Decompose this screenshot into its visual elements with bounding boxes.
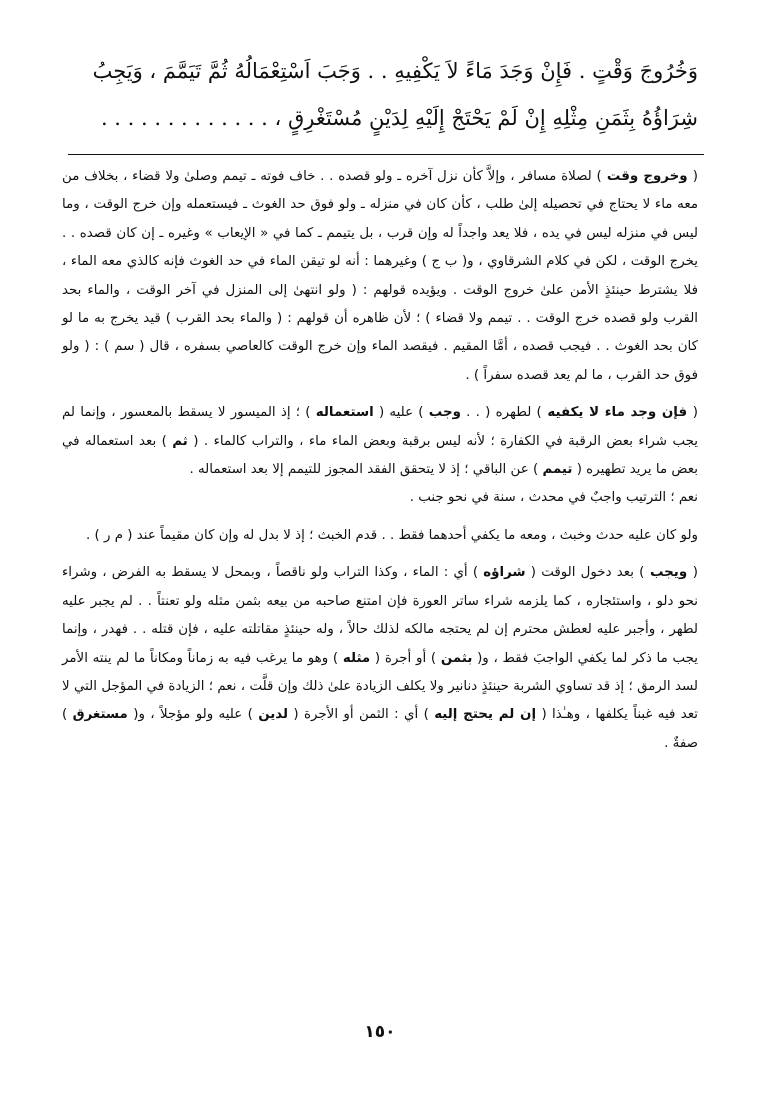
commentary-text: ) أو أجرة ( xyxy=(370,650,441,666)
commentary-text: ) أي : الثمن أو الأجرة ( xyxy=(288,707,435,723)
paren: ( xyxy=(692,565,698,581)
quoted-term: استعماله xyxy=(315,405,374,421)
commentary-text: ) عليه ( xyxy=(373,405,429,421)
commentary-text: ) لصلاة مسافر ، وإلاَّ كأن نزل آخره ـ ولو قصده . . خاف فوته ـ تيمم وصلىٰ ولا قضاء ، بخلاف من معه ماء لا يحتاج في تحصيله إلىٰ طلب ، كأن كان في منزله ـ ولو فوق حد الغوث ـ فيستعمله وإن خرج الوقت ، وما ليس في منزله ليس في يده ، فلا يعد واجداً له وإن قرب ، بل يتيمم ـ كما في « الإيعاب » وغيره ـ إن كان قصده . . يخرج الوقت ، لكن في كلام الشرقاوي ، و( ب ج ) وغيرهما : أنه لو تيقن الماء في حد الغوث فإنه كالذي معه الماء ، فلا يشترط حينئذٍ الأمن علىٰ خروج الوقت . ويؤيده قولهم : ( ولو انتهىٰ إلى المنزل في آخر الوقت ، والماء بحد القرب ولو قصده خرج الوقت . . تيمم ولا قضاء ) ؛ لأن ظاهره أن قولهم : ( والماء بحد القرب ) قيد يخرج به ما لو كان بحد الغوث . . فيجب قصده ، أمَّا المقيم . فيقصد الماء وإن خرج الوقت كالعاصي بسفره ، قال ( سم ) : ( ولو فوق حد القرب ، ما لم يعد قصده سفراً ) . xyxy=(62,169,698,383)
quoted-term: ثم xyxy=(172,433,188,449)
main-text-line-2-words: شِرَاؤُهُ بِثَمَنِ مِثْلِهِ إِنْ لَمْ يَحْتَجْ إِلَيْهِ لِدَيْنٍ مُسْتَغْرِقٍ ، xyxy=(274,106,698,130)
quoted-term: مستغرق xyxy=(72,707,128,723)
quoted-term: ويجب xyxy=(644,565,693,581)
quoted-term: إن لم يحتج إليه xyxy=(434,707,537,723)
commentary-text: ) أي : الماء ، وكذا التراب ولو ناقصاً ، وبمحل لا يسقط به الفرض ، وشراء نحو دلو ، واستئجاره ، كما يلزمه شراء ساتر العورة فإن امتنع صاحبه من بيعه بثمن مثله ولو تعنتاً . . لم يجبر عليه لطهر ، وأجبر عليه لعطش محترم إن لم يحتجه مالكه لذلك حالاً ، وله حينئذٍ مقاتلته عليه ، فإن قتله . . فهدر ، وإنما يجب ما ذكر لما يكفي الواجبَ فقط ، و( xyxy=(62,565,698,666)
commentary-text: ) لطهره ( . . xyxy=(460,405,542,421)
book-page xyxy=(62,48,698,1097)
commentary-text: ) صفةٌ . xyxy=(62,707,698,751)
quoted-term: فإن وجد ماء لا يكفيه xyxy=(541,405,693,421)
dot-leader: . . . . . . . . . . . . . xyxy=(100,106,268,130)
quoted-term: وخروج وقت xyxy=(601,169,693,184)
paren: ( xyxy=(692,169,698,184)
quoted-term: لدين xyxy=(258,707,289,723)
quoted-term: مثله xyxy=(342,650,371,666)
quoted-term: بثمن xyxy=(440,650,473,666)
page-number: ١٥٠ xyxy=(364,1022,396,1042)
commentary-text: ) عليه ولو مؤجلاً ، و( xyxy=(127,707,259,723)
commentary xyxy=(62,163,698,758)
quoted-term: شراؤه xyxy=(483,565,526,581)
commentary-text: ) بعد استعماله في بعض ما يريد تطهيره ( xyxy=(62,433,698,478)
commentary-text: ) وهو ما يرغب فيه به زماناً ومكاناً ما لم ينته الأمر لسد الرمق ؛ إذ قد تساوي الشربة حينئذٍ دنانير ولا يكلف الزيادة علىٰ ذلك وإن قلَّت ، نعم ؛ الزيادة في المؤجل التي لا تعد فيه غبناً يكلفها ، وهـٰذا ( xyxy=(62,650,699,723)
commentary-paragraph-1 xyxy=(62,163,698,390)
separator-rule xyxy=(68,154,704,155)
main-text-line-2 xyxy=(62,95,698,142)
commentary-text: ) ؛ إذ الميسور لا يسقط بالمعسور ، وإنما لم يجب شراء بعض الرقبة في الكفارة ؛ لأنه ليس برقبة وبعض الماء ماء ، والتراب كالماء . ( xyxy=(62,405,698,449)
commentary-paragraph-3: نعم ؛ الترتيب واجبٌ في محدث ، سنة في نحو جنب . xyxy=(409,490,698,506)
commentary-text: ) عن الباقي ؛ إذ لا يتحقق الفقد المجوز للتيمم إلا بعد استعماله . xyxy=(189,462,543,478)
commentary-paragraph-4: ولو كان عليه حدث وخبث ، ومعه ما يكفي أحدهما فقط . . قدم الخبث ؛ إذ لا بدل له وإن كان مقيماً عند ( م ر ) . xyxy=(86,527,698,543)
paren: ( xyxy=(692,405,698,421)
quoted-term: تيمم xyxy=(542,462,573,478)
commentary-paragraph-2 xyxy=(62,399,698,484)
commentary-paragraph-5 xyxy=(62,559,698,758)
commentary-text: ) بعد دخول الوقت ( xyxy=(525,565,645,581)
quoted-term: وجب xyxy=(428,405,461,421)
main-text-line-1: وَخُرُوجَ وَقْتٍ . فَإِنْ وَجَدَ مَاءً لاَ يَكْفِيهِ . . وَجَبَ اَسْتِعْمَالُهُ ثُمَّ تَيَمَّمَ ، وَيَجِبُ xyxy=(92,59,698,83)
main-text xyxy=(62,48,698,142)
